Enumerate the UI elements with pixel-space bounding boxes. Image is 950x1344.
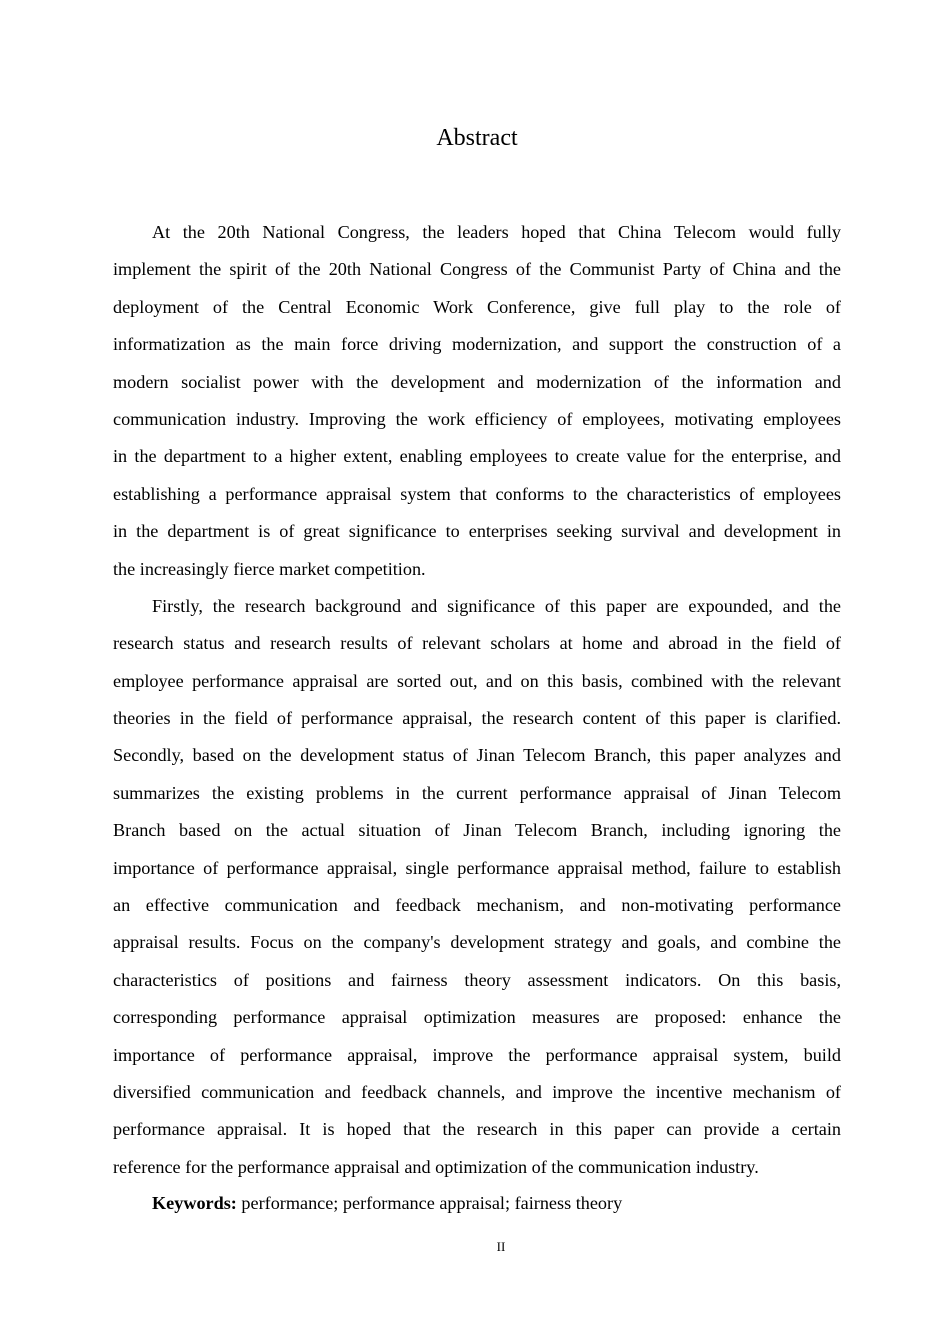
text-line: communication industry. Improving the work efficiency of employees, motivating employees (113, 408, 841, 429)
text-line: informatization as the main force driving modernization, and support the construction of a (113, 334, 841, 355)
text-line: reference for the performance appraisal and optimization of the communication industry. (113, 1156, 759, 1177)
text-line: appraisal results. Focus on the company's development strategy and goals, and combine the (113, 932, 841, 953)
text-line: the increasingly fierce market competition. (113, 558, 426, 579)
paragraph-2 (113, 592, 841, 1190)
text-line: in the department is of great significance to enterprises seeking survival and development in (113, 521, 841, 542)
text-line: corresponding performance appraisal optimization measures are proposed: enhance the (113, 1007, 841, 1028)
text-line: Branch based on the actual situation of Jinan Telecom Branch, including ignoring the (113, 820, 841, 841)
text-line: At the 20th National Congress, the leaders hoped that China Telecom would fully (152, 222, 841, 242)
text-line: employee performance appraisal are sorted out, and on this basis, combined with the relevant (113, 670, 841, 691)
text-line: in the department to a higher extent, enabling employees to create value for the enterprise, and (113, 446, 841, 467)
text-line: performance appraisal. It is hoped that the research in this paper can provide a certain (113, 1119, 841, 1140)
paragraph-1 (113, 218, 841, 592)
abstract-body (113, 218, 841, 1190)
text-line: importance of performance appraisal, single performance appraisal method, failure to establish (113, 857, 841, 878)
text-line: importance of performance appraisal, improve the performance appraisal system, build (113, 1044, 841, 1065)
text-line: summarizes the existing problems in the current performance appraisal of Jinan Telecom (113, 782, 841, 803)
text-line: Firstly, the research background and significance of this paper are expounded, and the (152, 595, 841, 616)
text-line: deployment of the Central Economic Work Conference, give full play to the role of (113, 296, 841, 317)
text-line: Secondly, based on the development status of Jinan Telecom Branch, this paper analyzes and (113, 745, 841, 766)
abstract-title: Abstract (436, 125, 518, 151)
text-line: modern socialist power with the development and modernization of the information and (113, 371, 841, 392)
text-line: implement the spirit of the 20th National Congress of the Communist Party of China and the (113, 259, 841, 280)
text-line: characteristics of positions and fairness theory assessment indicators. On this basis, (113, 969, 841, 990)
text-line: establishing a performance appraisal system that conforms to the characteristics of employees (113, 483, 841, 504)
text-line: theories in the field of performance appraisal, the research content of this paper is clarified. (113, 708, 841, 729)
text-line: an effective communication and feedback mechanism, and non-motivating performance (113, 895, 841, 916)
keywords-line (152, 1189, 622, 1217)
text-line: research status and research results of relevant scholars at home and abroad in the field of (113, 633, 841, 654)
text-line: diversified communication and feedback channels, and improve the incentive mechanism of (113, 1081, 841, 1102)
keywords-label: Keywords: (152, 1193, 237, 1213)
keywords-value: performance; performance appraisal; fairness theory (236, 1193, 623, 1213)
page-number: II (496, 1239, 506, 1254)
